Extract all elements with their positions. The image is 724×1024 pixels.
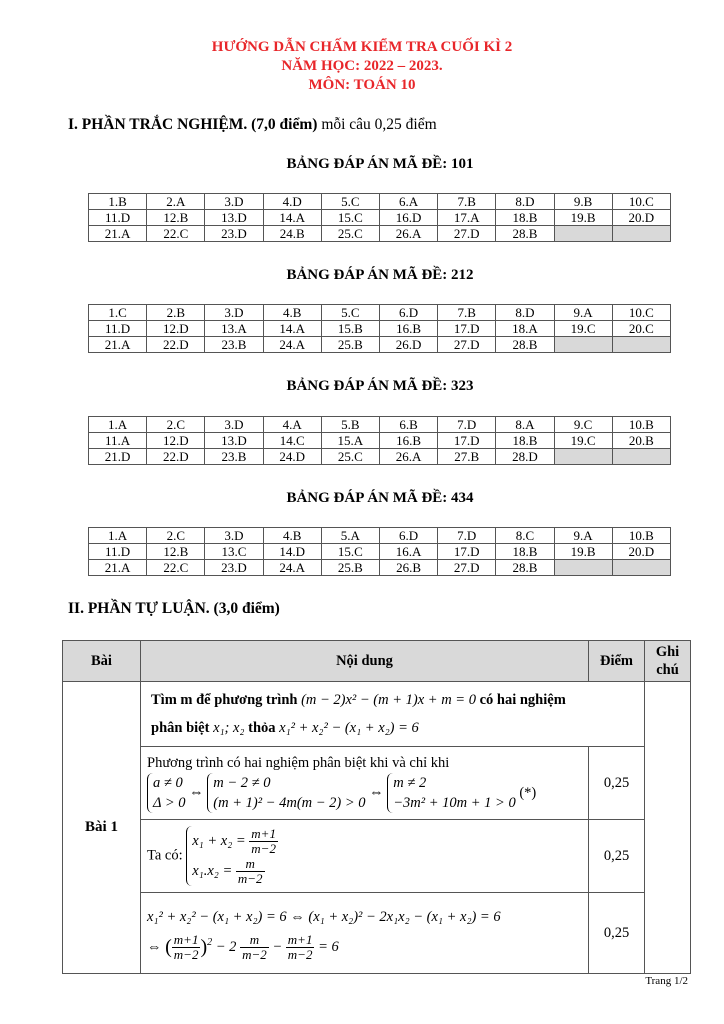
answer-cell: 4.D [263,194,321,210]
step3-fraction-3 [286,933,315,962]
answer-cell: 7.D [438,528,496,544]
answer-cell: 12.B [147,210,205,226]
answer-table-title-2: BẢNG ĐÁP ÁN MÃ ĐỀ: 212 [286,267,474,283]
answer-cell: 16.A [379,544,437,560]
fraction-numerator: m+1 [251,826,276,841]
header-bai: Bài [63,641,141,682]
blank-cell [554,226,612,242]
ghichu-cell [645,682,691,974]
step3-square: 2 [207,936,213,948]
essay-header-row [63,641,691,682]
answer-cell: 20.D [612,210,670,226]
answer-cell: 18.B [496,433,554,449]
step3-arrow: ⇔ [147,938,162,955]
answer-cell: 12.B [147,544,205,560]
blank-cell [554,560,612,576]
answer-cell: 16.B [379,433,437,449]
answer-cell: 13.C [205,544,263,560]
step3-minus2: − 2 [215,938,237,955]
table-row [89,544,671,560]
fraction-denominator: m−2 [237,871,263,887]
answer-cell: 23.D [205,226,263,242]
section1-note: mỗi câu 0,25 điểm [317,116,437,133]
answer-cell: 13.D [205,210,263,226]
answer-cell: 11.A [89,433,147,449]
answer-cell: 3.D [205,417,263,433]
step3-line1: x₁² + x₂² − (x₁ + x₂) = 6 ⇔ (x₁ + x₂)² − 2x₁x₂ − (x₁ + x₂) = 6 [147,908,501,925]
answer-cell: 5.B [321,417,379,433]
answer-cell: 25.C [321,449,379,465]
answer-cell: 26.A [379,226,437,242]
answer-cell: 1.B [89,194,147,210]
answer-cell: 27.B [438,449,496,465]
answer-cell: 24.A [263,560,321,576]
answer-cell: 18.A [496,321,554,337]
section1-title: I. PHẦN TRẮC NGHIỆM. (7,0 điểm) [68,116,318,133]
answer-cell: 9.A [554,305,612,321]
answer-cell: 23.D [205,560,263,576]
answer-cell: 13.A [205,321,263,337]
blank-cell [554,449,612,465]
equiv-arrow: ⇔ [369,784,384,801]
table-row [89,560,671,576]
answer-cell: 4.A [263,417,321,433]
answer-cell: 18.B [496,544,554,560]
answer-cell: 14.A [263,210,321,226]
answer-cell: 3.D [205,528,263,544]
fraction-numerator: m+1 [173,931,199,947]
answer-cell: 22.D [147,337,205,353]
answer-cell: 11.D [89,210,147,226]
header-noidung: Nội dung [141,641,589,682]
answer-cell: 3.D [205,305,263,321]
answer-cell: 9.C [554,417,612,433]
answer-cell: 1.A [89,417,147,433]
answer-cell: 10.B [612,528,670,544]
step1-content [141,747,589,820]
problem-text-1: Tìm m để phương trình [151,692,302,708]
answer-cell: 27.D [438,560,496,576]
answer-cell: 7.D [438,417,496,433]
answer-table-1 [88,193,671,242]
answer-cell: 16.D [379,210,437,226]
answer-cell: 23.B [205,337,263,353]
answer-cell: 27.D [438,226,496,242]
step3-fraction-2 [240,933,269,962]
answer-cell: 23.B [205,449,263,465]
fraction-denominator: m−2 [251,841,276,856]
bai1-label: Bài 1 [63,682,141,974]
fraction-denominator: m−2 [287,946,313,962]
answer-cell: 10.C [612,194,670,210]
answer-cell: 22.C [147,560,205,576]
vieta-prod-fraction [236,857,265,886]
answer-table-4 [88,527,671,576]
step2-row [63,820,691,893]
answer-cell: 1.A [89,528,147,544]
blank-cell [612,560,670,576]
answer-cell: 15.A [321,433,379,449]
problem-text-3: phân biệt [151,720,214,736]
answer-cell: 22.C [147,226,205,242]
problem-text-4: thỏa [244,720,280,736]
table-row [89,337,671,353]
step3-minus: − [272,938,283,955]
table-row [89,321,671,337]
header-diem: Điểm [589,641,645,682]
step1-s1b: Δ > 0 [153,795,186,811]
table-row [89,305,671,321]
answer-cell: 14.A [263,321,321,337]
step3-content: x₁² + x₂² − (x₁ + x₂) = 6 ⇔ (x₁ + x₂)² − 2x₁x₂ − (x₁ + x₂) = 6 ⇔ ( $\frac{m+1}{m-2}$ )$^2$ − 2 $\frac{m}{m-2}$ − $\frac{m+1}{m-2}$ = 6 [141,893,589,974]
answer-table-title-3: BẢNG ĐÁP ÁN MÃ ĐỀ: 323 [286,378,474,394]
answer-cell: 4.B [263,528,321,544]
header-school-year: NĂM HỌC: 2022 – 2023. [281,58,443,74]
table-row [89,226,671,242]
step3-fraction-1 [172,933,201,962]
step1-s2b: (m + 1)² − 4m(m − 2) > 0 [213,795,366,811]
answer-cell: 25.B [321,337,379,353]
answer-cell: 15.C [321,210,379,226]
answer-cell: 25.C [321,226,379,242]
section1-heading [68,116,437,134]
answer-cell: 26.A [379,449,437,465]
problem-text-2: có hai nghiệm [475,692,566,708]
answer-cell: 14.D [263,544,321,560]
answer-cell: 26.B [379,560,437,576]
problem-vars: x₁; x₂ [213,720,245,736]
answer-cell: 13.D [205,433,263,449]
step1-system-3 [387,773,515,813]
answer-cell: 8.C [496,528,554,544]
fraction-denominator: m−2 [173,946,199,962]
answer-cell: 17.D [438,544,496,560]
fraction-numerator: m [240,933,269,948]
answer-cell: 26.D [379,337,437,353]
answer-table-2 [88,304,671,353]
fraction-denominator: m−2 [242,946,267,962]
step3-eq6: = 6 [318,938,339,955]
answer-cell: 10.C [612,305,670,321]
answer-cell: 17.D [438,321,496,337]
answer-cell: 5.C [321,305,379,321]
answer-cell: 20.C [612,321,670,337]
answer-cell: 19.B [554,544,612,560]
table-row [89,194,671,210]
step1-row [63,747,691,820]
answer-cell: 9.B [554,194,612,210]
section2-title: II. PHẦN TỰ LUẬN. (3,0 điểm) [68,600,280,617]
answer-cell: 21.D [89,449,147,465]
answer-cell: 12.D [147,433,205,449]
answer-cell: 24.B [263,226,321,242]
vieta-prod-lhs: x₁.x₂ = [192,863,233,879]
vieta-system [186,826,278,886]
step1-intro: Phương trình có hai nghiệm phân biệt khi và chỉ khi [147,755,450,771]
answer-cell: 3.D [205,194,263,210]
answer-cell: 20.B [612,433,670,449]
vieta-sum-fraction [249,827,278,856]
answer-cell: 16.B [379,321,437,337]
table-row [89,528,671,544]
answer-cell: 28.B [496,226,554,242]
step1-system-2 [207,773,365,813]
answer-cell: 20.D [612,544,670,560]
step1-s3b: −3m² + 10m + 1 > 0 [393,795,516,811]
answer-cell: 15.B [321,321,379,337]
step1-s1a: a ≠ 0 [153,775,183,791]
problem-statement [141,682,645,747]
answer-cell: 18.B [496,210,554,226]
table-row [89,449,671,465]
essay-table [62,640,691,974]
answer-cell: 1.C [89,305,147,321]
fraction-numerator: m+1 [287,931,313,947]
answer-cell: 19.C [554,433,612,449]
answer-cell: 28.B [496,560,554,576]
answer-cell: 6.D [379,305,437,321]
step1-s3a: m ≠ 2 [393,775,427,791]
answer-cell: 5.A [321,528,379,544]
answer-cell: 4.B [263,305,321,321]
answer-cell: 11.D [89,321,147,337]
blank-cell [612,337,670,353]
answer-cell: 14.C [263,433,321,449]
answer-cell: 22.D [147,449,205,465]
answer-cell: 5.C [321,194,379,210]
table-row [89,433,671,449]
step1-system-1 [147,773,186,813]
answer-cell: 24.D [263,449,321,465]
answer-cell: 8.D [496,194,554,210]
answer-cell: 6.B [379,417,437,433]
problem-condition: x₁² + x₂² − (x₁ + x₂) = 6 [279,720,419,736]
header-ghichu: Ghi chú [645,641,691,682]
blank-cell [554,337,612,353]
step3-points: 0,25 [589,893,645,974]
step1-points: 0,25 [589,747,645,820]
equiv-arrow: ⇔ [189,784,204,801]
step1-star: (*) [519,785,537,801]
fraction-numerator: m [236,857,265,872]
answer-cell: 2.A [147,194,205,210]
table-row [89,210,671,226]
answer-cell: 2.C [147,417,205,433]
vieta-sum-lhs: x₁ + x₂ = [192,832,246,849]
answer-cell: 7.B [438,194,496,210]
problem-row [63,682,691,747]
blank-cell [612,226,670,242]
answer-cell: 24.A [263,337,321,353]
answer-cell: 8.A [496,417,554,433]
answer-cell: 21.A [89,337,147,353]
answer-cell: 28.B [496,337,554,353]
page-number: Trang 1/2 [645,975,688,987]
answer-cell: 17.A [438,210,496,226]
answer-cell: 21.A [89,226,147,242]
blank-cell [612,449,670,465]
answer-cell: 21.A [89,560,147,576]
table-row [89,417,671,433]
answer-cell: 2.B [147,305,205,321]
answer-cell: 15.C [321,544,379,560]
step2-content [141,820,589,893]
answer-cell: 11.D [89,544,147,560]
document-header [0,38,724,95]
answer-cell: 28.D [496,449,554,465]
answer-cell: 25.B [321,560,379,576]
problem-equation: (m − 2)x² − (m + 1)x + m = 0 [301,692,476,708]
answer-cell: 19.C [554,321,612,337]
answer-table-title-1: BẢNG ĐÁP ÁN MÃ ĐỀ: 101 [286,156,474,172]
section2-heading [68,600,280,618]
answer-cell: 10.B [612,417,670,433]
step1-s2a: m − 2 ≠ 0 [213,775,271,791]
step3-row [63,893,691,974]
answer-cell: 8.D [496,305,554,321]
header-title: HƯỚNG DẪN CHẤM KIỂM TRA CUỐI KÌ 2 [211,39,513,55]
answer-table-title-4: BẢNG ĐÁP ÁN MÃ ĐỀ: 434 [286,490,474,506]
answer-cell: 7.B [438,305,496,321]
answer-cell: 6.D [379,528,437,544]
answer-cell: 12.D [147,321,205,337]
answer-cell: 6.A [379,194,437,210]
answer-cell: 17.D [438,433,496,449]
header-subject: MÔN: TOÁN 10 [308,77,416,93]
step2-points: 0,25 [589,820,645,893]
answer-cell: 9.A [554,528,612,544]
answer-cell: 19.B [554,210,612,226]
answer-cell: 27.D [438,337,496,353]
step2-taco: Ta có: [147,847,187,864]
answer-cell: 2.C [147,528,205,544]
answer-table-3 [88,416,671,465]
